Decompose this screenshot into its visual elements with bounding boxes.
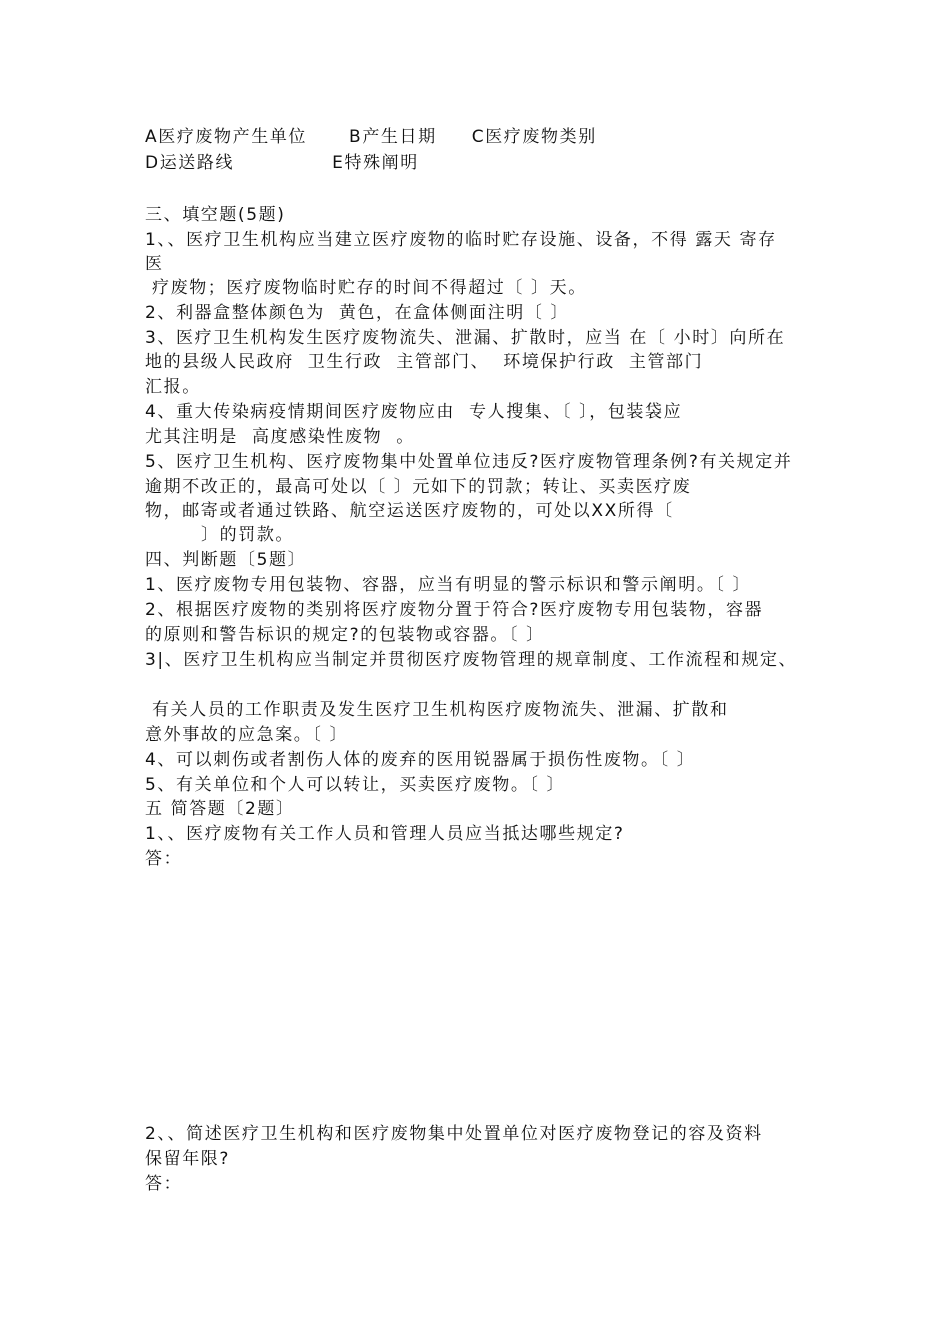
true-false-q4: 4、可以刺伤或者割伤人体的废弃的医用锐器属于损伤性废物。〔 〕 <box>145 750 696 770</box>
fill-blank-q5-line-3: 物，邮寄或者通过铁路、航空运送医疗废物的，可处以XX所得〔 <box>145 501 674 521</box>
section-4-title: 四、判断题〔5题〕 <box>145 550 307 570</box>
fill-blank-q3-line-1: 3、医疗卫生机构发生医疗废物流失、泄漏、扩散时，应当 在〔 小时〕向所在 <box>145 328 786 348</box>
true-false-q3-line-3: 意外事故的应急案。〔 〕 <box>145 725 349 745</box>
true-false-q2-line-1: 2、根据医疗废物的类别将医疗废物分置于符合?医疗废物专用包装物，容器 <box>145 600 764 620</box>
fill-blank-q5-line-1: 5、医疗卫生机构、医疗废物集中处置单位违反?医疗废物管理条例?有关规定并 <box>145 452 793 472</box>
true-false-q1: 1、医疗废物专用包装物、容器，应当有明显的警示标识和警示阐明。〔 〕 <box>145 575 752 595</box>
fill-blank-q3-line-3: 汇报。 <box>145 377 201 397</box>
true-false-q3-line-2: 有关人员的工作职责及发生医疗卫生机构医疗废物流失、泄漏、扩散和 <box>145 700 729 720</box>
fill-blank-q1-line-1: 1、、医疗卫生机构应当建立医疗废物的临时贮存设施、设备，不得 露天 寄存 <box>145 230 777 250</box>
fill-blank-q4-line-1: 4、重大传染病疫情期间医疗废物应由 专人搜集、〔 〕，包装袋应 <box>145 402 683 422</box>
short-answer-q2-line-2: 保留年限? <box>145 1149 231 1169</box>
multiple-choice-options-line-1: A医疗废物产生单位 B产生日期 C医疗废物类别 <box>145 127 597 147</box>
fill-blank-q5-line-4: 〕的罚款。 <box>145 525 295 545</box>
short-answer-q2-line-1: 2、、简述医疗卫生机构和医疗废物集中处置单位对医疗废物登记的容及资料 <box>145 1124 763 1144</box>
short-answer-q1-answer-label: 答： <box>145 849 183 869</box>
true-false-q5: 5、有关单位和个人可以转让，买卖医疗废物。〔 〕 <box>145 775 566 795</box>
fill-blank-q3-line-2: 地的县级人民政府 卫生行政 主管部门、 环境保护行政 主管部门 <box>145 352 704 372</box>
true-false-q2-line-2: 的原则和警告标识的规定?的包装物或容器。〔 〕 <box>145 625 545 645</box>
section-5-title: 五 简答题〔2题〕 <box>145 799 295 819</box>
fill-blank-q1-line-3: 疗废物；医疗废物临时贮存的时间不得超过〔 〕天。 <box>145 278 587 298</box>
fill-blank-q4-line-2: 尤其注明是 高度感染性废物 。 <box>145 427 415 447</box>
multiple-choice-options-line-2: D运送路线 E特殊阐明 <box>145 153 419 173</box>
fill-blank-q1-line-2: 医 <box>145 254 164 274</box>
true-false-q3-line-1: 3|、医疗卫生机构应当制定并贯彻医疗废物管理的规章制度、工作流程和规定、 <box>145 650 798 670</box>
short-answer-q2-answer-label: 答： <box>145 1174 183 1194</box>
fill-blank-q5-line-2: 逾期不改正的，最高可处以〔 〕元如下的罚款；转让、买卖医疗废 <box>145 477 692 497</box>
fill-blank-q2: 2、利器盒整体颜色为 黄色，在盒体侧面注明〔 〕 <box>145 303 570 323</box>
short-answer-q1: 1、、医疗废物有关工作人员和管理人员应当抵达哪些规定? <box>145 824 625 844</box>
section-3-title: 三、填空题(5题) <box>145 205 286 225</box>
